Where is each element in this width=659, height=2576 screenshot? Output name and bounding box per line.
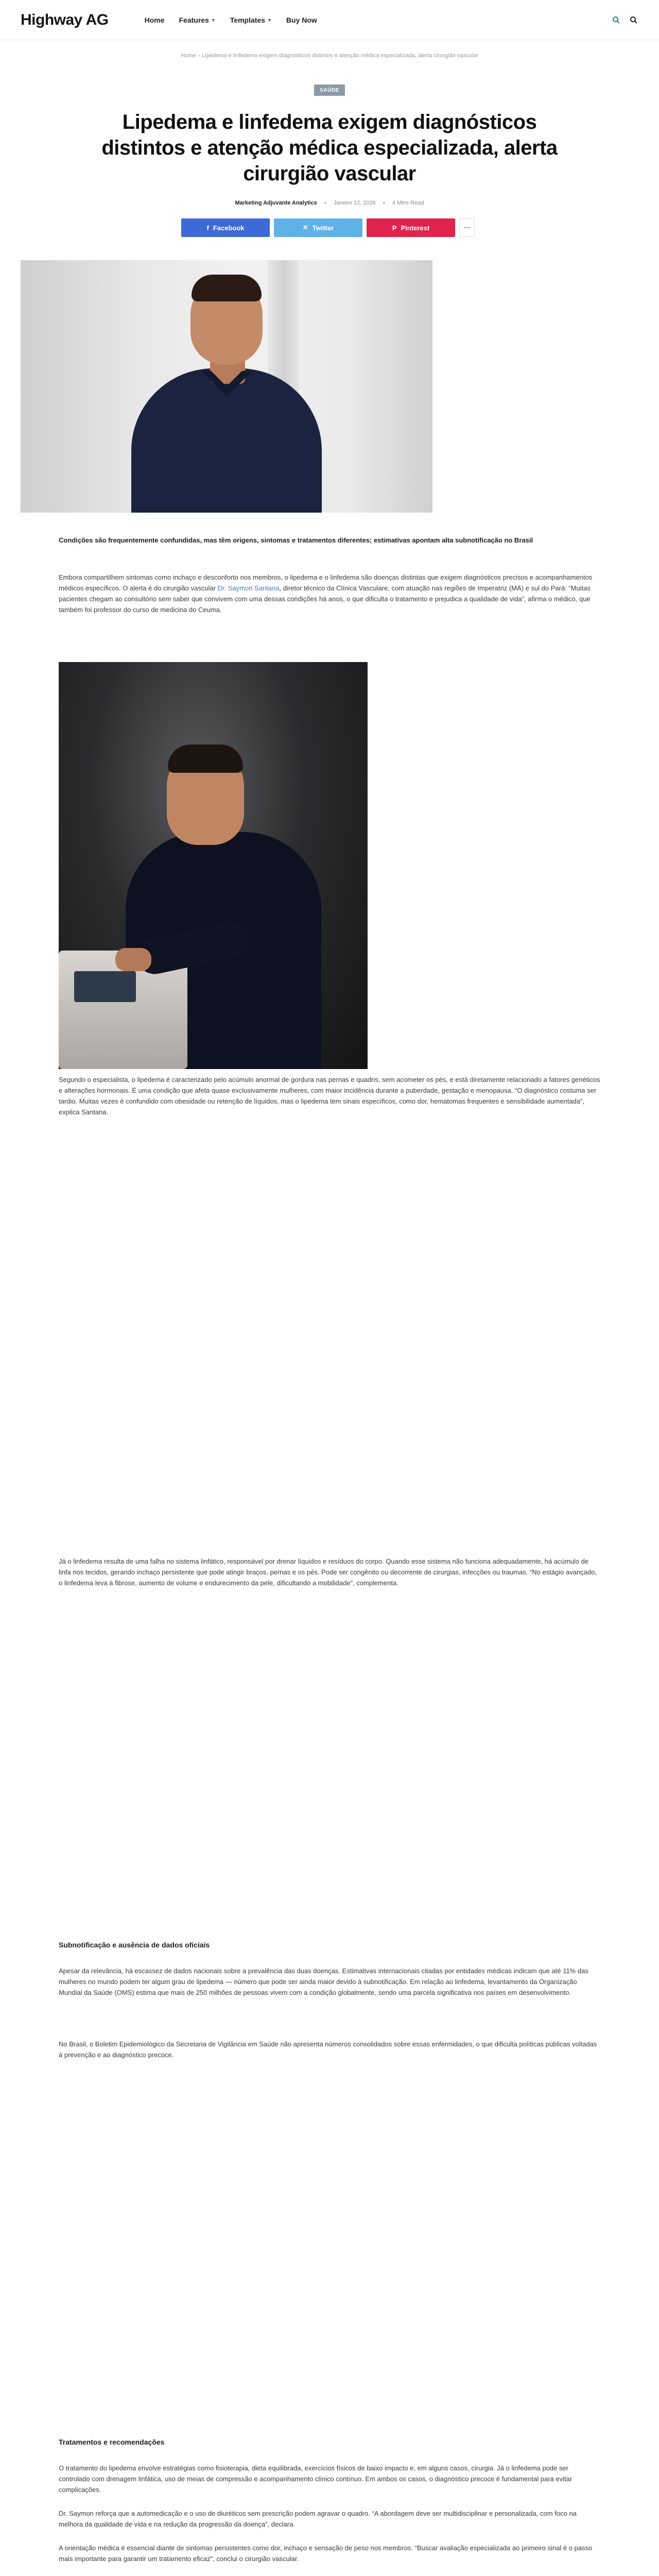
- category-badge[interactable]: SAÚDE: [314, 84, 345, 96]
- post-date: Janeiro 12, 2026: [333, 200, 376, 206]
- breadcrumb: Home › Lipedema e linfedema exigem diagnósticos distintos e atenção médica especializada, alerta cirurgião vascular: [181, 53, 478, 59]
- more-icon: ⋯: [463, 224, 471, 231]
- author-name[interactable]: Marketing Adjuvante Analytics: [235, 200, 317, 206]
- breadcrumb-current: Lipedema e linfedema exigem diagnósticos distintos e atenção médica especializada, alerta cirurgião vascular: [202, 53, 478, 59]
- article-paragraph: No Brasil, o Boletim Epidemiológico da Secretaria de Vigilância em Saúde não apresenta números consolidados sobre essas enfermidades, o que dificulta políticas públicas voltadas à prevenção e ao diagnóstico precoce.: [59, 2040, 597, 2059]
- section-heading: Subnotificação e ausência de dados oficiais: [59, 1941, 210, 1949]
- nav-home-label: Home: [144, 15, 165, 24]
- article-paragraph: Já o linfedema resulta de uma falha no sistema linfático, responsável por drenar líquidos e resíduos do corpo. Quando esse sistema não funciona adequadamente, há acúmulo de linfa nos tecidos, gerando inchaço persistente que pode atingir braços, pernas e os pés. Pode ser congênito ou decorrente de cirurgias, infecções ou traumas. “No estágio avançado, o linfedema leva à fibrose, aumento de volume e endurecimento da pele, dificultando a mobilidade”, complementa.: [59, 1557, 597, 1587]
- chevron-down-icon: ▼: [267, 17, 272, 23]
- share-twitter-label: Twitter: [312, 224, 334, 232]
- meta-separator: [383, 202, 385, 204]
- article-image: [59, 662, 368, 1069]
- featured-image: [21, 260, 432, 513]
- article-lead: Condições são frequentemente confundidas, mas têm origens, sintomas e tratamentos diferentes; estimativas apontam alta subnotificação no Brasil: [59, 536, 533, 544]
- nav-buy-now[interactable]: [286, 16, 317, 24]
- page-title: Lipedema e linfedema exigem diagnósticos distintos e atenção médica especializada, alerta cirurgião vascular: [101, 111, 558, 185]
- chevron-down-icon: ▼: [211, 17, 216, 23]
- magnifier-icon[interactable]: [629, 15, 638, 25]
- nav-templates[interactable]: [230, 16, 272, 24]
- breadcrumb-home[interactable]: Home: [181, 53, 196, 59]
- header-tools: [612, 15, 638, 25]
- nav-home[interactable]: [145, 16, 165, 24]
- nav-templates-label: Templates: [230, 15, 265, 24]
- main-nav: [145, 16, 317, 24]
- share-pinterest-button[interactable]: [367, 218, 455, 237]
- article-paragraph: O tratamento do lipedema envolve estratégias como fisioterapia, dieta equilibrada, exercícios físicos de baixo impacto e, em alguns casos, cirurgia. Já o linfedema pode ser controlado com drenagem linfática, uso de meias de compressão e acompanhamento clínico contínuo. Em ambos os casos, o diagnóstico precoce é fundamental para evitar complicações.: [59, 2464, 573, 2494]
- paragraph-text: , diretor técnico da Clínica Vasculare, com atuação nas regiões de Imperatriz (MA) e sul do Pará: “Muitas pacientes chegam ao consultório sem saber que convivem com uma dessas condições há anos, o que dificulta o tratamento e prejudica a qualidade de vida”, afirma o médico, que também foi professor do curso de medicina do Ceuma.: [59, 584, 591, 614]
- article-paragraph: [59, 572, 600, 615]
- share-facebook-label: Facebook: [213, 224, 245, 232]
- share-more-button[interactable]: [459, 218, 475, 237]
- facebook-icon: f: [206, 224, 209, 232]
- site-logo[interactable]: Highway AG: [21, 11, 109, 28]
- twitter-icon: ✕: [302, 224, 308, 231]
- post-meta: [0, 200, 659, 206]
- article-paragraph: A orientação médica é essencial diante de sintomas persistentes como dor, inchaço e sensação de peso nos membros. “Buscar avaliação especializada ao primeiro sinal é o passo mais importante para garantir um tratamento eficaz”, conclui o cirurgião vascular.: [59, 2544, 593, 2563]
- article-paragraph: Segundo o especialista, o lipedema é caracterizado pelo acúmulo anormal de gordura nas pernas e quadris, sem acometer os pés, e está diretamente relacionado a fatores genéticos e alterações hormonais. É uma condição que afeta quase exclusivamente mulheres, com maior incidência durante a puberdade, gestação e menopausa. “O diagnóstico costuma ser tardio. Muitas vezes é confundido com obesidade ou retenção de líquidos, mas o lipedema tem sinais específicos, como dor, hematomas frequentes e sensibilidade aumentada”, explica Santana.: [59, 1076, 600, 1116]
- paragraph-text: Embora compartilhem sintomas como inchaço e desconforto nos membros, o lipedema e o linfedema são doenças distintas que exigem diagnósticos precisos e acompanhamentos médicos específicos. O alerta é do cirurgião vascular: [59, 573, 593, 592]
- doctor-link[interactable]: Dr. Saymon Santana: [217, 584, 280, 592]
- search-icon[interactable]: [612, 15, 621, 25]
- pinterest-icon: P: [392, 224, 397, 232]
- meta-separator: [324, 202, 326, 204]
- share-twitter-button[interactable]: [274, 218, 362, 237]
- site-header: [0, 0, 659, 40]
- article-paragraph: Dr. Saymon reforça que a automedicação e o uso de diuréticos sem prescrição podem agravar o quadro. “A abordagem deve ser multidisciplinar e personalizada, com foco na melhora da qualidade de vida e na redução da progressão da doença”, declara.: [59, 2510, 577, 2528]
- article-paragraph: Apesar da relevância, há escassez de dados nacionais sobre a prevalência das duas doenças. Estimativas internacionais citadas por entidades médicas indicam que até 11% das mulheres no mundo podem ter algum grau de lipedema — número que pode ser ainda maior devido à subnotificação. Em relação ao linfedema, levantamento da Organização Mundial da Saúde (OMS) estima que mais de 250 milhões de pessoas vivem com a condição globalmente, sendo uma parcela significativa nos países em desenvolvimento.: [59, 1967, 588, 1996]
- share-pinterest-label: Pinterest: [401, 224, 430, 232]
- nav-buy-now-label: Buy Now: [286, 15, 317, 24]
- read-time: 4 Mins Read: [392, 200, 424, 206]
- nav-features-label: Features: [179, 15, 209, 24]
- share-top: [181, 218, 475, 237]
- share-facebook-button[interactable]: [181, 218, 270, 237]
- section-heading: Tratamentos e recomendações: [59, 2438, 165, 2446]
- nav-features[interactable]: [179, 16, 215, 24]
